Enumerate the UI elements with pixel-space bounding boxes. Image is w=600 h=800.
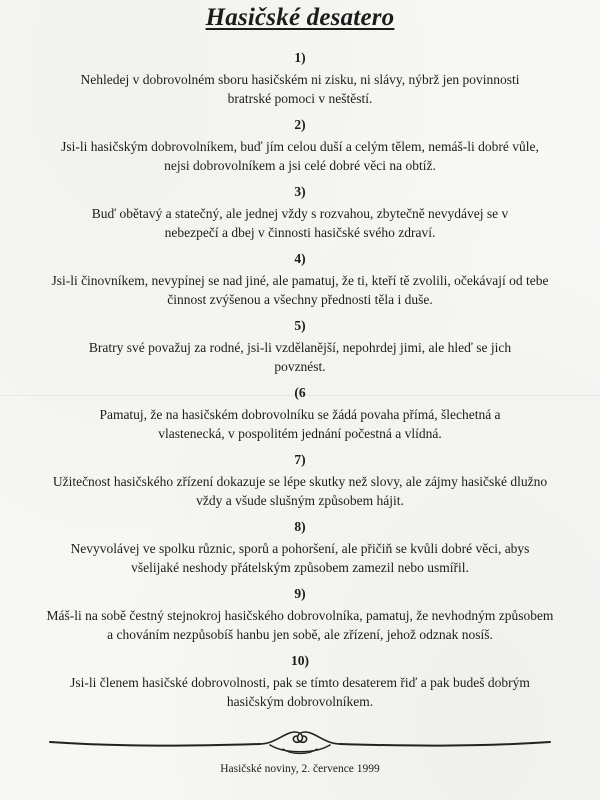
rule-text: Jsi-li činovníkem, nevypínej se nad jiné, ale pamatuj, že ti, kteří tě zvolili, očekávají od tebe činnost zvýšenou a všechny přednosti těla i duše.	[51, 273, 549, 307]
rule-text: Bratry své považuj za rodné, jsi-li vzdělanější, nepohrdej jimi, ale hleď se jich povznést.	[88, 340, 512, 374]
rule-number: (6	[294, 385, 306, 400]
rule-10	[34, 653, 566, 711]
rule-number: 2)	[294, 117, 306, 132]
rule-number: 4)	[294, 251, 306, 266]
rule-number: 9)	[294, 586, 306, 601]
rule-text: Užitečnost hasičského zřízení dokazuje se lépe skutky než slovy, ale zájmy hasičské dlužno vždy a všude slušným způsobem hájit.	[52, 474, 548, 508]
rule-number: 1)	[294, 50, 306, 65]
rule-2	[34, 117, 566, 175]
rule-6	[34, 385, 566, 443]
ornamental-divider-icon	[45, 722, 555, 762]
rule-text: Pamatuj, že na hasičském dobrovolníku se žádá povaha přímá, šlechetná a vlastenecká, v pospolitém jednání počestná a vlídná.	[99, 407, 501, 441]
rule-text: Nevyvolávej ve spolku různic, sporů a pohoršení, ale přičiň se kvůli dobré věci, abys všelijaké neshody přátelským způsobem zamezil nebo usmířil.	[70, 541, 530, 575]
rule-number: 7)	[294, 452, 306, 467]
rule-text: Jsi-li hasičským dobrovolníkem, buď jím celou duší a celým tělem, nemáš-li dobré vůle, nejsi dobrovolníkem a jsi celé dobré věci na obtíž.	[61, 139, 539, 173]
page-title: Hasičské desatero	[205, 4, 395, 31]
rule-text: Máš-li na sobě čestný stejnokroj hasičského dobrovolníka, pamatuj, že nevhodným způsobem a chováním nezpůsobíš hanbu jen sobě, ale zřízení, jehož odznak nosíš.	[46, 608, 554, 642]
rule-7	[34, 452, 566, 510]
rule-number: 3)	[294, 184, 306, 199]
source-citation: Hasičské noviny, 2. července 1999	[220, 763, 380, 775]
rule-5	[34, 318, 566, 376]
rule-text: Nehledej v dobrovolném sboru hasičském ni zisku, ni slávy, nýbrž jen povinnosti bratrské pomoci v neštěstí.	[80, 72, 520, 106]
rule-1	[34, 50, 566, 108]
rule-text: Buď obětavý a statečný, ale jednej vždy s rozvahou, zbytečně nevydávej se v nebezpečí a dbej v činnosti hasičské svého zdraví.	[91, 206, 509, 240]
rule-number: 8)	[294, 519, 306, 534]
rule-4	[34, 251, 566, 309]
rule-number: 10)	[291, 653, 309, 668]
rule-number: 5)	[294, 318, 306, 333]
rule-9	[34, 586, 566, 644]
rule-8	[34, 519, 566, 577]
rule-3	[34, 184, 566, 242]
rule-text: Jsi-li členem hasičské dobrovolnosti, pak se tímto desaterem řiď a pak budeš dobrým hasičským dobrovolníkem.	[70, 675, 530, 709]
